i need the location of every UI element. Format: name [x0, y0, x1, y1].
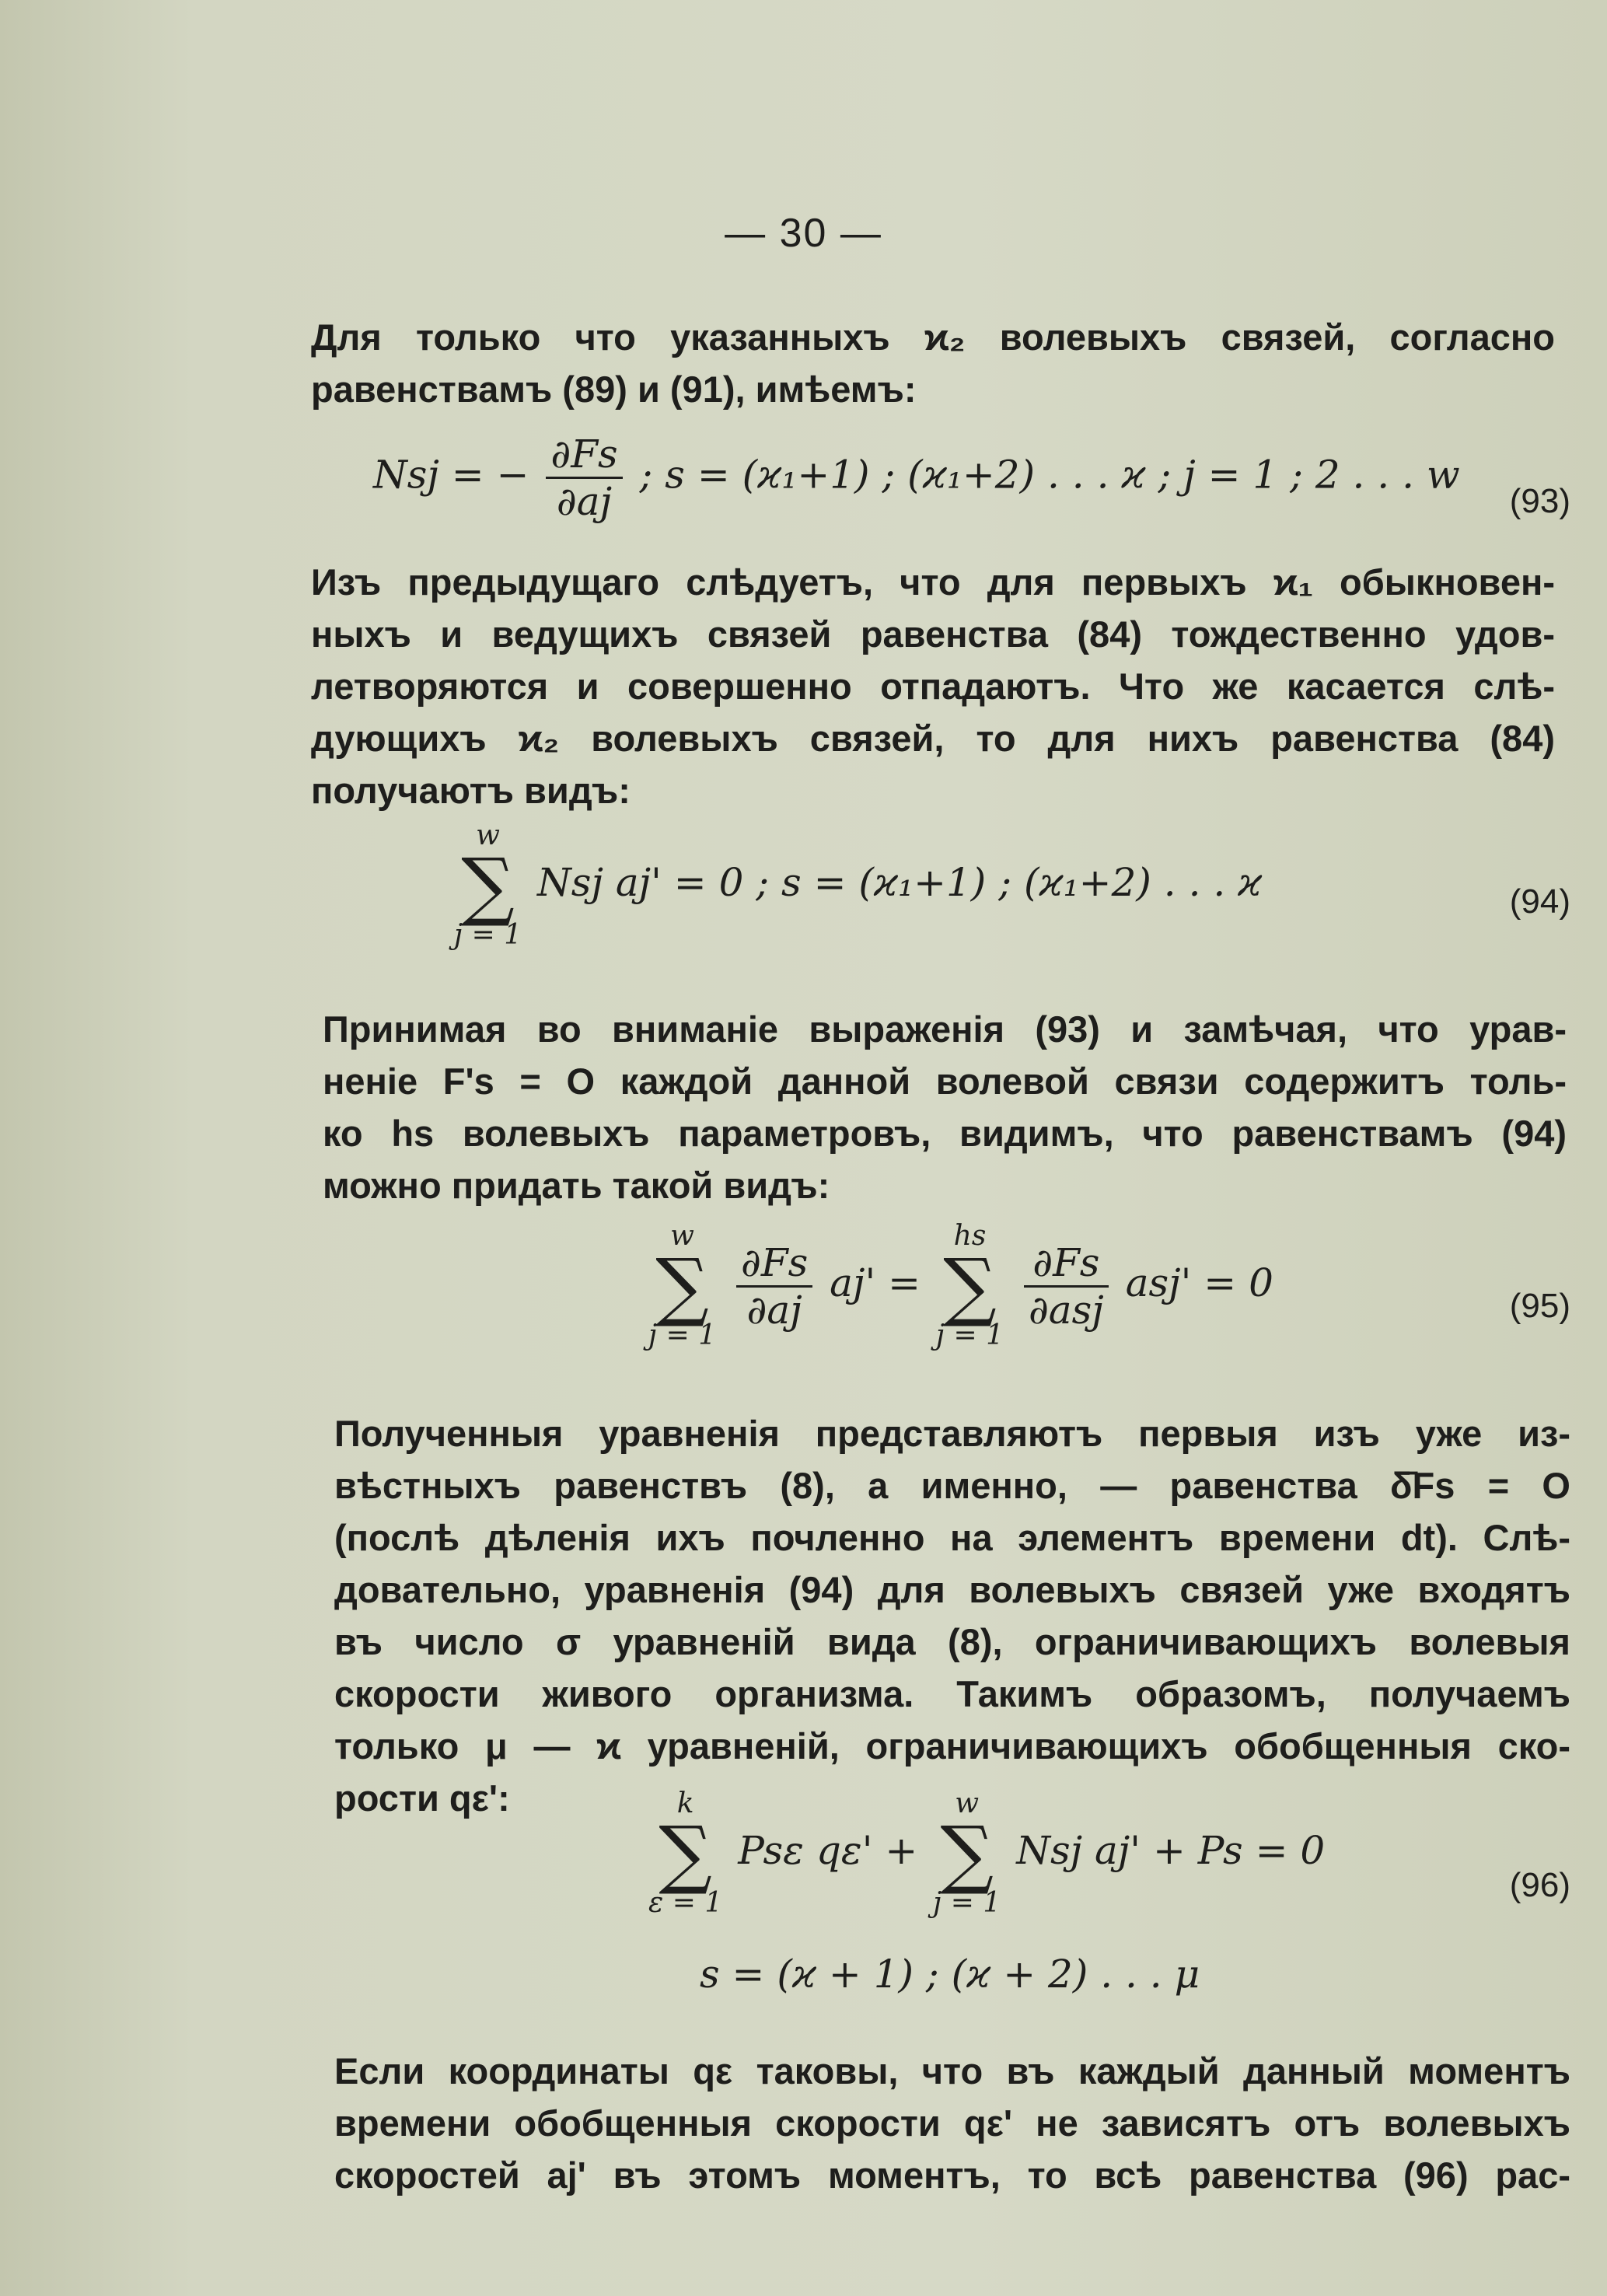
equation-expression: Nsj aj' = 0 [537, 860, 744, 905]
sum-lower-limit: j = 1 [933, 1887, 1001, 1919]
sum-upper-limit: w [670, 1220, 694, 1252]
sum-upper-limit: hs [953, 1220, 987, 1252]
equation-middle: aj' = [830, 1260, 921, 1305]
text-line: вѣстныхъ равенствъ (8), а именно, — равенства δ̄Fs = O [334, 1465, 1570, 1506]
paragraph-4 [334, 1407, 1570, 1824]
text-line: получаютъ видъ: [311, 770, 631, 811]
summation [454, 820, 522, 951]
page-number: — 30 — [725, 211, 882, 256]
equation-conditions: ; s = (ϰ₁+1) ; (ϰ₁+2) . . . ϰ [756, 860, 1263, 905]
fraction-denominator: ∂aj [746, 1287, 802, 1333]
equation-number: (93) [1509, 482, 1570, 520]
sum-upper-limit: k [676, 1788, 694, 1819]
sum-upper-limit: w [955, 1788, 980, 1819]
text-line: времени обобщенныя скорости qε' не зависятъ отъ волевыхъ [334, 2102, 1570, 2144]
sum-upper-limit: w [476, 820, 500, 851]
paragraph-1 [311, 311, 1555, 415]
summation [933, 1788, 1001, 1919]
fraction-numerator: ∂Fs [741, 1239, 809, 1285]
text-line: довательно, уравненія (94) для волевыхъ связей уже входятъ [334, 1569, 1570, 1610]
text-line: Изъ предыдущаго слѣдуетъ, что для первыхъ ϰ₁ обыкновен- [311, 561, 1555, 603]
sigma-symbol: ∑ [461, 842, 515, 929]
equation-tail: asj' = 0 [1125, 1260, 1273, 1305]
text-line: неніе F's = O каждой данной волевой связи содержитъ толь- [323, 1061, 1567, 1102]
paragraph-2 [311, 556, 1555, 816]
summation [648, 1221, 716, 1351]
text-line: въ число σ уравненій вида (8), ограничивающихъ волевыя [334, 1621, 1570, 1662]
text-line: Принимая во вниманіе выраженія (93) и замѣчая, что урав- [323, 1008, 1567, 1050]
summation [648, 1788, 722, 1919]
equation-93 [311, 432, 1570, 525]
equation-96 [311, 1788, 1570, 2006]
equation-number: (95) [1509, 1287, 1570, 1325]
text-line: Если координаты qε таковы, что въ каждый данный моментъ [334, 2050, 1570, 2092]
fraction [736, 1240, 812, 1333]
text-line: только μ — ϰ уравненій, ограничивающихъ обобщенныя ско- [334, 1725, 1570, 1767]
equation-number: (96) [1509, 1866, 1570, 1904]
paragraph-5 [334, 2045, 1570, 2201]
text-line: (послѣ дѣленія ихъ почленно на элементъ времени dt). Слѣ- [334, 1517, 1570, 1558]
text-line: скоростей aj' въ этомъ моментъ, то всѣ равенства (96) рас- [334, 2154, 1570, 2196]
text-line: ныхъ и ведущихъ связей равенства (84) тождественно удов- [311, 613, 1555, 655]
text-line: равенствамъ (89) и (91), имѣемъ: [311, 369, 917, 410]
sum-lower-limit: j = 1 [454, 919, 522, 951]
text-line: ко hs волевыхъ параметровъ, видимъ, что равенствамъ (94) [323, 1113, 1567, 1154]
equation-term: Nsj aj' + Ps = 0 [1016, 1828, 1326, 1873]
text-line: летворяются и совершенно отпадаютъ. Что же касается слѣ- [311, 666, 1555, 707]
sigma-symbol: ∑ [943, 1242, 997, 1330]
fraction-denominator: ∂aj [556, 479, 613, 524]
paragraph-3 [323, 1003, 1567, 1211]
sum-lower-limit: j = 1 [648, 1319, 717, 1351]
text-line: рости qε': [334, 1777, 510, 1819]
text-line: скорости живого организма. Такимъ образомъ, получаемъ [334, 1673, 1570, 1714]
sigma-symbol: ∑ [655, 1242, 709, 1330]
fraction-numerator: ∂Fs [1032, 1239, 1100, 1285]
equation-94 [311, 820, 1570, 984]
text-line: Полученныя уравненія представляютъ первыя изъ уже из- [334, 1413, 1570, 1454]
sigma-symbol: ∑ [659, 1810, 712, 1897]
sigma-symbol: ∑ [940, 1810, 994, 1897]
sum-lower-limit: ε = 1 [648, 1887, 723, 1919]
equation-number: (94) [1509, 882, 1570, 921]
summation [936, 1221, 1004, 1351]
equation-conditions: ; s = (ϰ₁+1) ; (ϰ₁+2) . . . ϰ ; j = 1 ; 2 . . . w [639, 452, 1460, 498]
equation-conditions: s = (ϰ + 1) ; (ϰ + 2) . . . μ [700, 1952, 1200, 1997]
text-line: Для только что указанныхъ ϰ₂ волевыхъ связей, согласно [311, 316, 1555, 358]
text-line: можно придать такой видъ: [323, 1165, 830, 1206]
equation-term: Psε qε' + [738, 1828, 918, 1873]
sum-lower-limit: j = 1 [935, 1319, 1004, 1351]
equation-95 [311, 1221, 1570, 1392]
text-line: дующихъ ϰ₂ волевыхъ связей, то для нихъ равенства (84) [311, 718, 1555, 759]
fraction [546, 432, 622, 524]
fraction-denominator: ∂asj [1028, 1287, 1104, 1333]
fraction-numerator: ∂Fs [550, 432, 618, 477]
equation-lhs: Nsj = − [373, 452, 529, 498]
fraction [1024, 1240, 1109, 1333]
